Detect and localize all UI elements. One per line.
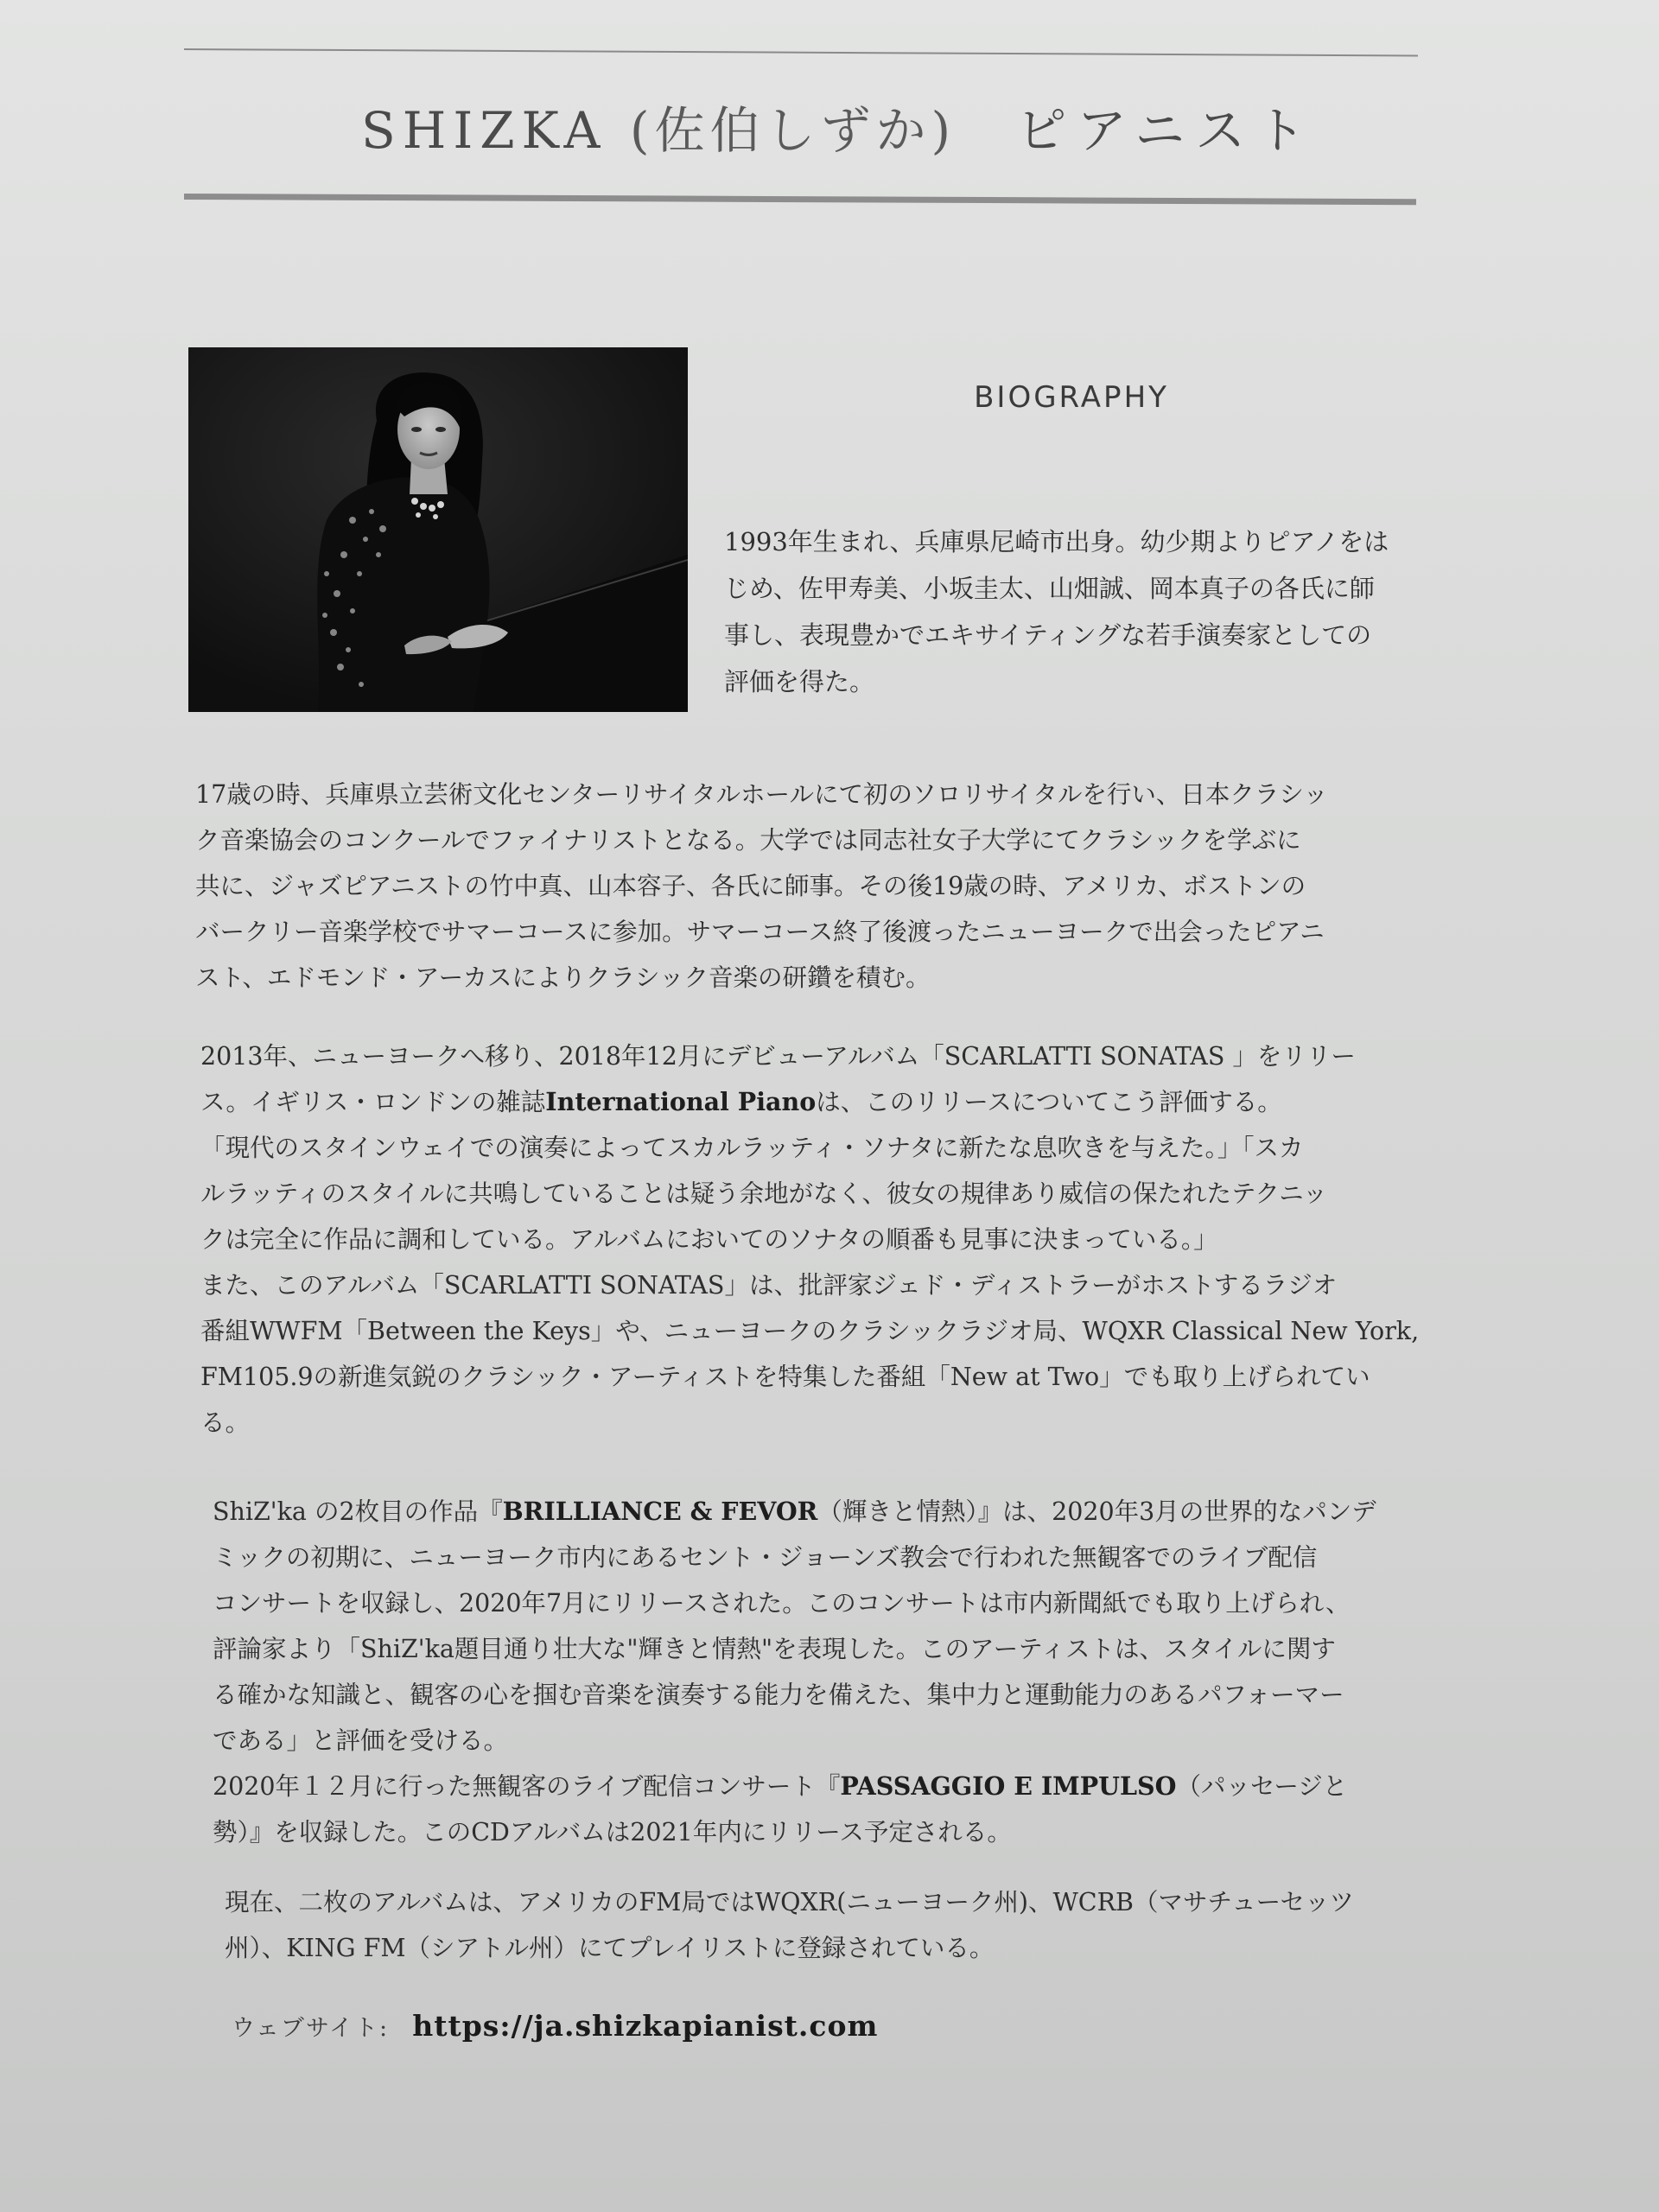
website-label: ウェブサイト:: [232, 2015, 390, 2042]
magazine-name: International Piano: [545, 1087, 817, 1116]
album-title-brilliance: BRILLIANCE & FEVOR: [502, 1497, 818, 1526]
text-line: ルラッティのスタイルに共鳴していることは疑う余地がなく、彼女の規律あり威信の保たれたテクニッ: [200, 1179, 1328, 1208]
bio-debut-album-paragraph: [200, 1033, 1419, 1446]
text-line: スト、エドモンド・アーカスによりクラシック音楽の研鑽を積む。: [195, 963, 931, 992]
bio-second-album-paragraph: [213, 1489, 1422, 1855]
text-line: 17歳の時、兵庫県立芸術文化センターリサイタルホールにて初のソロリサイタルを行い、日本クラシッ: [195, 780, 1328, 809]
text-line: ク音楽協会のコンクールでファイナリストとなる。大学では同志社女子大学にてクラシックを学ぶに: [195, 826, 1301, 855]
text-line: 現在、二枚のアルバムは、アメリカのFM局ではWQXR(ニューヨーク州)、WCRB（マサチューセッツ: [225, 1888, 1355, 1916]
text-line: である」と評価を受ける。: [213, 1726, 509, 1755]
album-title-passaggio: PASSAGGIO E IMPULSO: [840, 1771, 1177, 1801]
text-line: 「現代のスタインウェイでの演奏によってスカルラッティ・ソナタに新たな息吹きを与えた。」「スカ: [200, 1134, 1304, 1162]
top-divider-line: [184, 48, 1418, 56]
text-line: クは完全に作品に調和している。アルバムにおいてのソナタの順番も見事に決まっている。」: [200, 1225, 1218, 1254]
text-line: コンサートを収録し、2020年7月にリリースされた。このコンサートは市内新聞紙でも取り上げられ、: [213, 1589, 1351, 1618]
bio-intro-paragraph: [724, 518, 1415, 705]
text-line: じめ、佐甲寿美、小坂圭太、山畑誠、岡本真子の各氏に師: [724, 574, 1375, 603]
bio-early-career-paragraph: [195, 772, 1422, 1001]
bio-current-airplay-paragraph: [225, 1879, 1434, 1971]
text-segment: 2020年１２月に行った無観客のライブ配信コンサート『: [213, 1772, 841, 1801]
text-line: る。: [200, 1408, 251, 1437]
text-line: 共に、ジャズピアニストの竹中真、山本容子、各氏に師事。その後19歳の時、アメリカ、ボストンの: [195, 872, 1306, 900]
text-line: [200, 1079, 1419, 1125]
text-line: バークリー音楽学校でサマーコースに参加。サマーコース終了後渡ったニューヨークで出会ったピアニ: [195, 918, 1325, 946]
title-name: SHIZKA: [361, 101, 630, 160]
text-line: 事し、表現豊かでエキサイティングな若手演奏家としての: [724, 620, 1372, 650]
pianist-portrait-photo: [188, 347, 688, 712]
text-segment: ス。イギリス・ロンドンの雑誌: [200, 1088, 546, 1116]
text-line: 州）、KING FM（シアトル州）にてプレイリストに登録されている。: [225, 1934, 995, 1962]
text-segment: は、このリリースについてこう評価する。: [816, 1088, 1282, 1116]
text-segment: （パッセージと: [1176, 1772, 1348, 1801]
text-line: ミックの初期に、ニューヨーク市内にあるセント・ジョーンズ教会で行われた無観客でのライブ配信: [213, 1543, 1318, 1572]
text-line: また、このアルバム「SCARLATTI SONATAS」は、批評家ジェド・ディストラーがホストするラジオ: [200, 1271, 1338, 1300]
website-url: https://ja.shizkapianist.com: [412, 2009, 879, 2043]
text-line: 番組WWFM「Between the Keys」や、ニューヨークのクラシックラジオ局、WQXR Classical New York,: [200, 1317, 1420, 1345]
website-line: [232, 2009, 878, 2043]
text-line: FM105.9の新進気鋭のクラシック・アーティストを特集した番組「New at Two」でも取り上げられてい: [200, 1363, 1370, 1391]
text-line: 評論家より「ShiZ'ka題目通り壮大な"輝きと情熱"を表現した。このアーティストは、スタイルに関す: [213, 1635, 1336, 1663]
text-line: る確かな知識と、観客の心を掴む音楽を演奏する能力を備えた、集中力と運動能力のあるパフォーマー: [213, 1681, 1344, 1709]
title-japanese-name: (佐伯しずか): [629, 101, 957, 160]
text-segment: ShiZ'ka の2枚目の作品『: [213, 1497, 503, 1526]
text-segment: （輝きと情熱）』は、2020年3月の世界的なパンデ: [817, 1497, 1376, 1526]
text-line: [213, 1764, 1422, 1809]
bottom-divider-line: [184, 194, 1416, 205]
title-role: ピアニスト: [1016, 101, 1317, 160]
text-line: 勢）』を収録した。このCDアルバムは2021年内にリリース予定される。: [213, 1818, 1012, 1847]
text-line: 1993年生まれ、兵庫県尼崎市出身。幼少期よりピアノをは: [724, 527, 1389, 556]
text-line: 2013年、ニューヨークへ移り、2018年12月にデビューアルバム「SCARLATTI SONATAS 」をリリー: [200, 1042, 1356, 1071]
page-title: [361, 90, 1317, 162]
text-line: [213, 1489, 1422, 1535]
text-line: 評価を得た。: [724, 667, 875, 696]
biography-heading: BIOGRAPHY: [974, 380, 1169, 415]
